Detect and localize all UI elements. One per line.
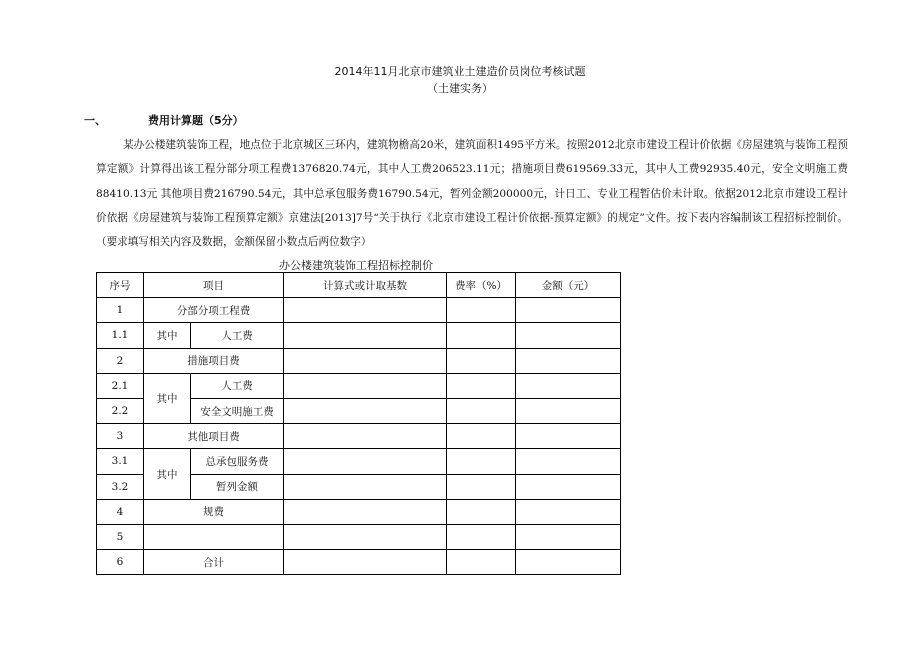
row-item: 规费 (144, 499, 284, 524)
rate-cell[interactable] (447, 499, 516, 524)
formula-cell[interactable] (284, 323, 447, 348)
amount-cell[interactable] (516, 524, 621, 549)
table-row (97, 373, 621, 398)
rate-cell[interactable] (447, 474, 516, 499)
formula-cell[interactable] (284, 298, 447, 323)
table-row (97, 424, 621, 449)
row-seq: 1.1 (97, 323, 144, 348)
row-item: 分部分项工程费 (144, 298, 284, 323)
rate-cell[interactable] (447, 348, 516, 373)
row-group: 其中 (144, 373, 191, 423)
table-row (97, 524, 621, 549)
cost-table (96, 272, 621, 575)
table-row (97, 348, 621, 373)
rate-cell[interactable] (447, 449, 516, 474)
amount-cell[interactable] (516, 550, 621, 575)
table-row (97, 298, 621, 323)
amount-cell[interactable] (516, 323, 621, 348)
formula-cell[interactable] (284, 449, 447, 474)
row-seq: 6 (97, 550, 144, 575)
row-item: 暂列金额 (191, 474, 284, 499)
table-row (97, 449, 621, 474)
row-item[interactable] (144, 524, 284, 549)
row-item: 其他项目费 (144, 424, 284, 449)
rate-cell[interactable] (447, 524, 516, 549)
formula-cell[interactable] (284, 398, 447, 423)
rate-cell[interactable] (447, 298, 516, 323)
amount-cell[interactable] (516, 348, 621, 373)
row-seq: 4 (97, 499, 144, 524)
table-row (97, 499, 621, 524)
table-header-row (97, 273, 621, 298)
amount-cell[interactable] (516, 499, 621, 524)
row-seq: 2 (97, 348, 144, 373)
section-number: 一、 (84, 114, 106, 127)
row-group: 其中 (144, 449, 191, 499)
rate-cell[interactable] (447, 550, 516, 575)
amount-cell[interactable] (516, 398, 621, 423)
question-paragraph: 某办公楼建筑装饰工程，地点位于北京城区三环内，建筑物檐高20米，建筑面积1495平方米。按照2012北京市建设工程计价依据《房屋建筑与装饰工程预算定额》计算得出该工程分部分项工程费1376820.74元，其中人工费206523.11元；措施项目费619569.33元，其中人工费92935.40元，安全文明施工费88410.13元 其他项目费216790.54元，其中总承包服务费16790.54元，暂列金额200000元，计日工、专业工程暂估价未计取。依据2012北京市建设工程计价依据《房屋建筑与装饰工程预算定额》京建法[2013]7号“关于执行《北京市建设工程计价依据-预算定额》的规定”文件。按下表内容编制该工程招标控制价。（要求填写相关内容及数据，金额保留小数点后两位数字） (96, 139, 848, 249)
row-item: 人工费 (191, 323, 284, 348)
amount-cell[interactable] (516, 424, 621, 449)
rate-cell[interactable] (447, 398, 516, 423)
row-seq: 2.2 (97, 398, 144, 423)
row-item: 措施项目费 (144, 348, 284, 373)
row-seq: 3.1 (97, 449, 144, 474)
row-seq: 5 (97, 524, 144, 549)
page-subtitle: （土建实务） (427, 82, 493, 95)
header-formula: 计算式或计取基数 (284, 273, 447, 298)
amount-cell[interactable] (516, 474, 621, 499)
section-title: 费用计算题（5分） (148, 114, 244, 127)
amount-cell[interactable] (516, 298, 621, 323)
row-item: 总承包服务费 (191, 449, 284, 474)
amount-cell[interactable] (516, 449, 621, 474)
row-seq: 3 (97, 424, 144, 449)
page-title: 2014年11月北京市建筑业土建造价员岗位考核试题 (334, 65, 586, 78)
row-seq: 1 (97, 298, 144, 323)
rate-cell[interactable] (447, 323, 516, 348)
formula-cell[interactable] (284, 373, 447, 398)
row-seq: 2.1 (97, 373, 144, 398)
formula-cell[interactable] (284, 348, 447, 373)
formula-cell[interactable] (284, 550, 447, 575)
row-group: 其中 (144, 323, 191, 348)
formula-cell[interactable] (284, 524, 447, 549)
formula-cell[interactable] (284, 474, 447, 499)
rate-cell[interactable] (447, 424, 516, 449)
amount-cell[interactable] (516, 373, 621, 398)
header-amount: 金额（元） (516, 273, 621, 298)
row-item: 安全文明施工费 (191, 398, 284, 423)
formula-cell[interactable] (284, 424, 447, 449)
header-seq: 序号 (97, 273, 144, 298)
row-item: 合计 (144, 550, 284, 575)
section-heading (84, 112, 244, 128)
table-row (97, 550, 621, 575)
table-caption: 办公楼建筑装饰工程招标控制价 (279, 259, 433, 272)
header-rate: 费率（%） (447, 273, 516, 298)
header-item: 项目 (144, 273, 284, 298)
formula-cell[interactable] (284, 499, 447, 524)
rate-cell[interactable] (447, 373, 516, 398)
row-item: 人工费 (191, 373, 284, 398)
table-row (97, 323, 621, 348)
row-seq: 3.2 (97, 474, 144, 499)
